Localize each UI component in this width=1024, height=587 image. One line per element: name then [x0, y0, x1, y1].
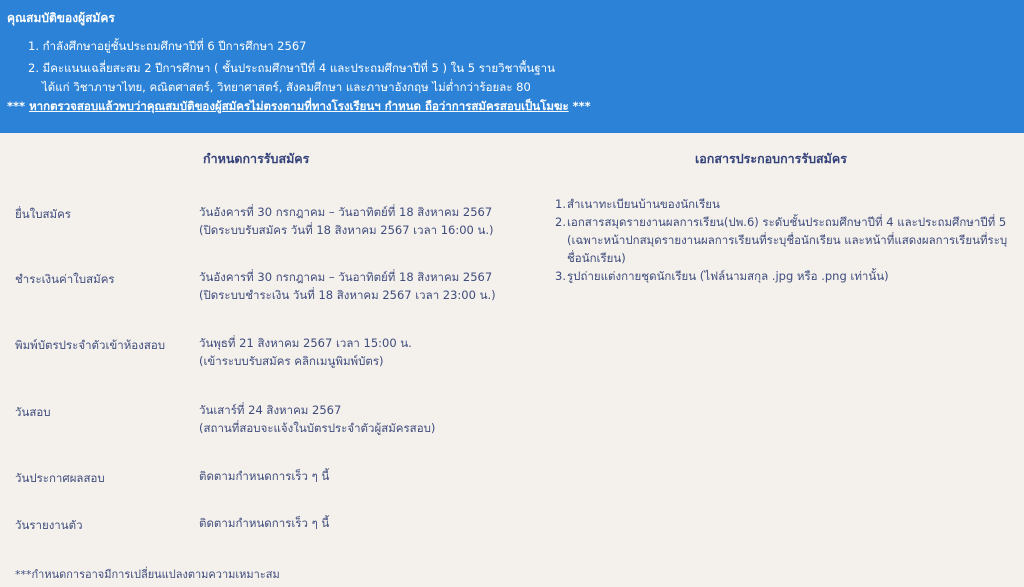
schedule-value-line: วันพุธที่ 21 สิงหาคม 2567 เวลา 15:00 น. [199, 336, 412, 350]
schedule-value-report [199, 514, 329, 532]
documents-title: เอกสารประกอบการรับสมัคร [695, 151, 847, 166]
schedule-value-line: (สถานที่สอบจะแจ้งในบัตรประจำตัวผู้สมัครสอบ) [199, 421, 436, 435]
list-item [555, 213, 1020, 267]
schedule-label-exam-day: วันสอบ [15, 405, 51, 419]
schedule-value-line: วันเสาร์ที่ 24 สิงหาคม 2567 [199, 403, 342, 417]
schedule-value-results [199, 467, 329, 485]
schedule-label-apply: ยื่นใบสมัคร [15, 207, 71, 221]
schedule-value-line: วันอังคารที่ 30 กรกฎาคม – วันอาทิตย์ที่ 18 สิงหาคม 2567 [199, 270, 493, 284]
qualifications-banner [0, 0, 1024, 133]
list-item-number: 1. [555, 197, 566, 211]
qualifications-title: คุณสมบัติของผู้สมัคร [7, 11, 115, 25]
schedule-value-print-card [199, 334, 412, 370]
list-item [555, 267, 1020, 285]
note-suffix: *** [572, 99, 591, 113]
qualification-item-1: 1. กำลังศึกษาอยู่ชั้นประถมศึกษาปีที่ 6 ปีการศึกษา 2567 [28, 39, 307, 53]
schedule-label-results: วันประกาศผลสอบ [15, 471, 105, 485]
schedule-value-line: (ปิดระบบชำระเงิน วันที่ 18 สิงหาคม 2567 เวลา 23:00 น.) [199, 288, 496, 302]
qualification-item-2: 2. มีคะแนนเฉลี่ยสะสม 2 ปีการศึกษา ( ชั้นประถมศึกษาปีที่ 4 และประถมศึกษาปีที่ 5 ) ใน 5 รายวิชาพื้นฐาน [28, 61, 555, 75]
list-item-text: สำเนาทะเบียนบ้านของนักเรียน [567, 197, 720, 211]
schedule-value-line: ติดตามกำหนดการเร็ว ๆ นี้ [199, 516, 330, 530]
qualification-item-2-continued: ได้แก่ วิชาภาษาไทย, คณิตศาสตร์, วิทยาศาสตร์, สังคมศึกษา และภาษาอังกฤษ ไม่ต่ำกว่าร้อยละ 80 [42, 80, 531, 94]
schedule-value-line: วันอังคารที่ 30 กรกฎาคม – วันอาทิตย์ที่ 18 สิงหาคม 2567 [199, 205, 493, 219]
list-item-number: 2. [555, 215, 566, 229]
schedule-value-line: ติดตามกำหนดการเร็ว ๆ นี้ [199, 469, 330, 483]
schedule-label-report: วันรายงานตัว [15, 518, 83, 532]
schedule-title: กำหนดการรับสมัคร [203, 151, 310, 166]
schedule-footnote: ***กำหนดการอาจมีการเปลี่ยนแปลงตามความเหมาะสม [15, 568, 280, 581]
schedule-label-payment: ชำระเงินค่าใบสมัคร [15, 272, 115, 286]
schedule-value-exam-day [199, 401, 435, 437]
schedule-value-payment [199, 268, 496, 304]
documents-list [555, 195, 1020, 285]
schedule-label-print-card: พิมพ์บัตรประจำตัวเข้าห้องสอบ [15, 338, 166, 352]
qualification-warning-note [7, 98, 591, 116]
schedule-value-line: (ปิดระบบรับสมัคร วันที่ 18 สิงหาคม 2567 เวลา 16:00 น.) [199, 223, 494, 237]
list-item-number: 3. [555, 269, 566, 283]
list-item-text: รูปถ่ายแต่งกายชุดนักเรียน (ไฟล์นามสกุล .jpg หรือ .png เท่านั้น) [567, 269, 889, 283]
note-prefix: *** [7, 99, 26, 113]
list-item [555, 195, 1020, 213]
schedule-value-line: (เข้าระบบรับสมัคร คลิกเมนูพิมพ์บัตร) [199, 354, 384, 368]
schedule-value-apply [199, 203, 494, 239]
list-item-text: เอกสารสมุดรายงานผลการเรียน(ปพ.6) ระดับชั้นประถมศึกษาปีที่ 4 และประถมศึกษาปีที่ 5 (เฉพาะหน้าปกสมุดรายงานผลการเรียนที่ระบุชื่อนักเรียน และหน้าที่แสดงผลการเรียนที่ระบุชื่อนักเรียน) [567, 215, 1008, 265]
note-text: หากตรวจสอบแล้วพบว่าคุณสมบัติของผู้สมัครไม่ตรงตามที่ทางโรงเรียนฯ กำหนด ถือว่าการสมัครสอบเป็นโมฆะ [29, 99, 569, 113]
